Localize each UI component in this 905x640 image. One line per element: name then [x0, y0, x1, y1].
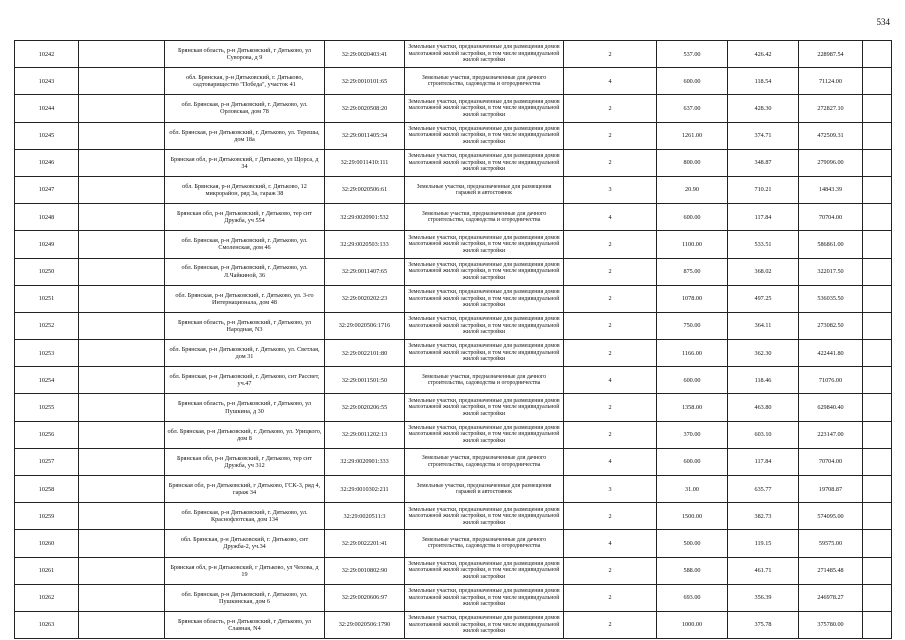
row-number-cell: 10243: [15, 68, 79, 95]
specific-value-cell: 119.15: [728, 530, 799, 557]
specific-value-cell: 117.84: [728, 448, 799, 475]
empty-cell: [863, 503, 892, 530]
category-cell: 2: [564, 285, 657, 312]
empty-cell: [863, 367, 892, 394]
empty-cell: [79, 285, 165, 312]
address-cell: Брянская обл, р-н Дятьковский, г Дятьково, тер снт Дружба, уч 554: [165, 204, 325, 231]
cadastral-value-cell: 70704.00: [799, 204, 863, 231]
cadastral-number-cell: 32:29:0020901:532: [325, 204, 405, 231]
row-number-cell: 10261: [15, 557, 79, 584]
empty-cell: [863, 340, 892, 367]
cadastral-value-cell: 228987.54: [799, 41, 863, 68]
category-cell: 3: [564, 176, 657, 203]
category-cell: 4: [564, 68, 657, 95]
table-row: [15, 68, 892, 95]
category-cell: 2: [564, 557, 657, 584]
empty-cell: [863, 258, 892, 285]
row-number-cell: 10246: [15, 149, 79, 176]
area-cell: 1000.00: [657, 611, 728, 638]
empty-cell: [863, 285, 892, 312]
area-cell: 1100.00: [657, 231, 728, 258]
empty-cell: [863, 557, 892, 584]
empty-cell: [79, 41, 165, 68]
row-number-cell: 10248: [15, 204, 79, 231]
empty-cell: [863, 448, 892, 475]
area-cell: 600.00: [657, 448, 728, 475]
cadastral-value-cell: 422441.80: [799, 340, 863, 367]
area-cell: 537.00: [657, 41, 728, 68]
category-cell: 4: [564, 367, 657, 394]
address-cell: обл. Брянская, р-н Дятьковский, г. Дятьково, ул. Краснофлотская, дом 134: [165, 503, 325, 530]
land-use-cell: Земельные участки, предназначенные для размещения домов малоэтажной жилой застройки, в том числе индивидуальной жилой застройки: [405, 340, 564, 367]
row-number-cell: 10253: [15, 340, 79, 367]
land-use-cell: Земельные участки, предназначенные для размещения домов малоэтажной жилой застройки, в том числе индивидуальной жилой застройки: [405, 41, 564, 68]
category-cell: 2: [564, 340, 657, 367]
cadastral-number-cell: 32:29:0020606:97: [325, 584, 405, 611]
category-cell: 2: [564, 95, 657, 122]
table-row: [15, 41, 892, 68]
specific-value-cell: 374.71: [728, 122, 799, 149]
empty-cell: [79, 611, 165, 638]
land-use-cell: Земельные участки, предназначенные для размещения домов малоэтажной жилой застройки, в том числе индивидуальной жилой застройки: [405, 231, 564, 258]
empty-cell: [863, 231, 892, 258]
cadastral-value-cell: 322017.50: [799, 258, 863, 285]
cadastral-number-cell: 32:29:0010302:211: [325, 476, 405, 503]
specific-value-cell: 362.30: [728, 340, 799, 367]
cadastral-number-cell: 32:29:0020503:133: [325, 231, 405, 258]
address-cell: обл. Брянская, р-н Дятьковский, г. Дятьково, ул. Смоленская, дом 46: [165, 231, 325, 258]
category-cell: 4: [564, 448, 657, 475]
land-use-cell: Земельные участки, предназначенные для размещения гаражей и автостоянок: [405, 176, 564, 203]
area-cell: 1166.00: [657, 340, 728, 367]
category-cell: 2: [564, 41, 657, 68]
area-cell: 875.00: [657, 258, 728, 285]
area-cell: 600.00: [657, 204, 728, 231]
empty-cell: [79, 584, 165, 611]
cadastral-number-cell: 32:29:0022201:41: [325, 530, 405, 557]
specific-value-cell: 368.02: [728, 258, 799, 285]
cadastral-number-cell: 32:29:0022101:80: [325, 340, 405, 367]
area-cell: 600.00: [657, 68, 728, 95]
cadastral-value-cell: 271485.48: [799, 557, 863, 584]
address-cell: обл. Брянская, р-н Дятьковский, г. Дятьково, ул. Урицкого, дом 8: [165, 421, 325, 448]
address-cell: обл. Брянская, р-н Дятьковский, г. Дятьково, снт Рассвет, уч.47: [165, 367, 325, 394]
cadastral-value-cell: 472509.31: [799, 122, 863, 149]
row-number-cell: 10249: [15, 231, 79, 258]
area-cell: 750.00: [657, 312, 728, 339]
empty-cell: [863, 611, 892, 638]
table-row: [15, 122, 892, 149]
empty-cell: [79, 530, 165, 557]
cadastral-number-cell: 32:29:0020511:3: [325, 503, 405, 530]
empty-cell: [79, 557, 165, 584]
table-row: [15, 204, 892, 231]
row-number-cell: 10250: [15, 258, 79, 285]
cadastral-number-cell: 32:29:0020206:55: [325, 394, 405, 421]
row-number-cell: 10259: [15, 503, 79, 530]
empty-cell: [863, 95, 892, 122]
area-cell: 1078.00: [657, 285, 728, 312]
address-cell: обл. Брянская, р-н Дятьковский, г. Дятьково, 12 микрорайон, ряд 3а, гараж 38: [165, 176, 325, 203]
category-cell: 2: [564, 611, 657, 638]
land-use-cell: Земельные участки, предназначенные для размещения домов малоэтажной жилой застройки, в том числе индивидуальной жилой застройки: [405, 503, 564, 530]
area-cell: 637.00: [657, 95, 728, 122]
empty-cell: [863, 41, 892, 68]
specific-value-cell: 375.78: [728, 611, 799, 638]
empty-cell: [863, 312, 892, 339]
cadastral-value-cell: 273082.50: [799, 312, 863, 339]
cadastral-value-cell: 71124.00: [799, 68, 863, 95]
category-cell: 2: [564, 258, 657, 285]
category-cell: 4: [564, 530, 657, 557]
empty-cell: [79, 367, 165, 394]
category-cell: 2: [564, 584, 657, 611]
specific-value-cell: 603.10: [728, 421, 799, 448]
land-use-cell: Земельные участки, предназначенные для размещения домов малоэтажной жилой застройки, в том числе индивидуальной жилой застройки: [405, 258, 564, 285]
empty-cell: [79, 176, 165, 203]
table-row: [15, 557, 892, 584]
cadastral-value-cell: 586861.00: [799, 231, 863, 258]
empty-cell: [863, 476, 892, 503]
table-row: [15, 584, 892, 611]
specific-value-cell: 382.73: [728, 503, 799, 530]
category-cell: 3: [564, 476, 657, 503]
address-cell: обл. Брянская, р-н Дятьковский, г. Дятьково, садтоварищество "Победа", участок 41: [165, 68, 325, 95]
table-row: [15, 340, 892, 367]
cadastral-value-cell: 375780.00: [799, 611, 863, 638]
area-cell: 588.00: [657, 557, 728, 584]
area-cell: 600.00: [657, 367, 728, 394]
cadastral-number-cell: 32:29:0011407:65: [325, 258, 405, 285]
empty-cell: [863, 394, 892, 421]
category-cell: 2: [564, 122, 657, 149]
table-row: [15, 530, 892, 557]
table-row: [15, 95, 892, 122]
category-cell: 2: [564, 503, 657, 530]
row-number-cell: 10255: [15, 394, 79, 421]
address-cell: обл. Брянская, р-н Дятьковский, г. Дятьково, ул. Терешы, дом 18а: [165, 122, 325, 149]
table-row: [15, 149, 892, 176]
specific-value-cell: 117.84: [728, 204, 799, 231]
specific-value-cell: 364.11: [728, 312, 799, 339]
cadastral-value-cell: 272827.10: [799, 95, 863, 122]
row-number-cell: 10251: [15, 285, 79, 312]
cadastral-value-cell: 629840.40: [799, 394, 863, 421]
land-use-cell: Земельные участки, предназначенные для размещения домов малоэтажной жилой застройки, в том числе индивидуальной жилой застройки: [405, 557, 564, 584]
land-use-cell: Земельные участки, предназначенные для размещения домов малоэтажной жилой застройки, в том числе индивидуальной жилой застройки: [405, 584, 564, 611]
row-number-cell: 10263: [15, 611, 79, 638]
address-cell: Брянская обл, р-н Дятьковский, г Дятьково, ул Чехова, д 19: [165, 557, 325, 584]
area-cell: 800.00: [657, 149, 728, 176]
empty-cell: [79, 340, 165, 367]
cadastral-number-cell: 32:29:0011501:50: [325, 367, 405, 394]
table-row: [15, 367, 892, 394]
land-use-cell: Земельные участки, предназначенные для размещения домов малоэтажной жилой застройки, в том числе индивидуальной жилой застройки: [405, 149, 564, 176]
land-use-cell: Земельные участки, предназначенные для размещения домов малоэтажной жилой застройки, в том числе индивидуальной жилой застройки: [405, 95, 564, 122]
land-use-cell: Земельные участки, предназначенные для дачного строительства, садоводства и огородничества: [405, 530, 564, 557]
land-use-cell: Земельные участки, предназначенные для дачного строительства, садоводства и огородничества: [405, 204, 564, 231]
address-cell: Брянская область, р-н Дятьковский, г Дятьково, ул Народная, N3: [165, 312, 325, 339]
row-number-cell: 10245: [15, 122, 79, 149]
land-use-cell: Земельные участки, предназначенные для размещения домов малоэтажной жилой застройки, в том числе индивидуальной жилой застройки: [405, 312, 564, 339]
category-cell: 2: [564, 149, 657, 176]
area-cell: 1500.00: [657, 503, 728, 530]
land-use-cell: Земельные участки, предназначенные для размещения домов малоэтажной жилой застройки, в том числе индивидуальной жилой застройки: [405, 611, 564, 638]
address-cell: Брянская область, р-н Дятьковский, г Дятьково, ул Пушкина, д 30: [165, 394, 325, 421]
land-use-cell: Земельные участки, предназначенные для размещения гаражей и автостоянок: [405, 476, 564, 503]
specific-value-cell: 497.25: [728, 285, 799, 312]
row-number-cell: 10257: [15, 448, 79, 475]
empty-cell: [863, 584, 892, 611]
cadastral-value-cell: 246978.27: [799, 584, 863, 611]
specific-value-cell: 356.39: [728, 584, 799, 611]
empty-cell: [79, 149, 165, 176]
empty-cell: [79, 68, 165, 95]
empty-cell: [79, 421, 165, 448]
empty-cell: [79, 476, 165, 503]
address-cell: обл. Брянская, р-н Дятьковский, г. Дятьково, ул. Пушкинская, дом 6: [165, 584, 325, 611]
land-use-cell: Земельные участки, предназначенные для дачного строительства, садоводства и огородничества: [405, 448, 564, 475]
specific-value-cell: 348.87: [728, 149, 799, 176]
cadastral-value-cell: 59575.00: [799, 530, 863, 557]
land-use-cell: Земельные участки, предназначенные для размещения домов малоэтажной жилой застройки, в том числе индивидуальной жилой застройки: [405, 285, 564, 312]
empty-cell: [79, 258, 165, 285]
row-number-cell: 10252: [15, 312, 79, 339]
empty-cell: [863, 530, 892, 557]
table-row: [15, 611, 892, 638]
cadastral-number-cell: 32:29:0011410:111: [325, 149, 405, 176]
empty-cell: [863, 176, 892, 203]
cadastral-number-cell: 32:29:0020506:61: [325, 176, 405, 203]
area-cell: 370.00: [657, 421, 728, 448]
table-row: [15, 421, 892, 448]
cadastral-number-cell: 32:29:0020508:20: [325, 95, 405, 122]
address-cell: Брянская обл, р-н Дятьковский, г Дятьково, ул Щорса, д 34: [165, 149, 325, 176]
cadastral-value-cell: 19708.87: [799, 476, 863, 503]
area-cell: 1358.00: [657, 394, 728, 421]
specific-value-cell: 461.71: [728, 557, 799, 584]
row-number-cell: 10260: [15, 530, 79, 557]
land-use-cell: Земельные участки, предназначенные для размещения домов малоэтажной жилой застройки, в том числе индивидуальной жилой застройки: [405, 421, 564, 448]
cadastral-value-cell: 223147.00: [799, 421, 863, 448]
cadastral-number-cell: 32:29:0011405:34: [325, 122, 405, 149]
table-row: [15, 503, 892, 530]
category-cell: 2: [564, 421, 657, 448]
row-number-cell: 10256: [15, 421, 79, 448]
cadastral-number-cell: 32:29:0020506:1716: [325, 312, 405, 339]
cadastral-number-cell: 32:29:0020202:23: [325, 285, 405, 312]
empty-cell: [863, 149, 892, 176]
specific-value-cell: 463.80: [728, 394, 799, 421]
empty-cell: [79, 503, 165, 530]
address-cell: обл. Брянская, р-н Дятьковский, г. Дятьково, ул. Светлая, дом 31: [165, 340, 325, 367]
specific-value-cell: 710.21: [728, 176, 799, 203]
cadastral-number-cell: 32:29:0010802:90: [325, 557, 405, 584]
address-cell: Брянская обл, р-н Дятьковский, г Дятьково, тер снт Дружба, уч 312: [165, 448, 325, 475]
empty-cell: [79, 312, 165, 339]
empty-cell: [79, 204, 165, 231]
empty-cell: [79, 394, 165, 421]
address-cell: обл. Брянская, р-н Дятьковский, г. Дятьково, ул. 3-го Интернационала, дом 48: [165, 285, 325, 312]
area-cell: 31.00: [657, 476, 728, 503]
table-row: [15, 476, 892, 503]
address-cell: обл. Брянская, р-н Дятьковский, г. Дятьково, ул. Л.Чайкиной, 36: [165, 258, 325, 285]
cadastral-value-cell: 279096.00: [799, 149, 863, 176]
area-cell: 20.90: [657, 176, 728, 203]
land-use-cell: Земельные участки, предназначенные для дачного строительства, садоводства и огородничества: [405, 68, 564, 95]
specific-value-cell: 118.54: [728, 68, 799, 95]
specific-value-cell: 635.77: [728, 476, 799, 503]
specific-value-cell: 426.42: [728, 41, 799, 68]
table-row: [15, 312, 892, 339]
empty-cell: [79, 122, 165, 149]
specific-value-cell: 428.30: [728, 95, 799, 122]
row-number-cell: 10242: [15, 41, 79, 68]
area-cell: 1261.00: [657, 122, 728, 149]
table-row: [15, 285, 892, 312]
table-row: [15, 258, 892, 285]
row-number-cell: 10258: [15, 476, 79, 503]
cadastral-value-cell: 536035.50: [799, 285, 863, 312]
cadastral-value-cell: 70704.00: [799, 448, 863, 475]
cadastral-number-cell: 32:29:0020506:1790: [325, 611, 405, 638]
category-cell: 2: [564, 231, 657, 258]
row-number-cell: 10262: [15, 584, 79, 611]
cadastral-value-cell: 574095.00: [799, 503, 863, 530]
row-number-cell: 10244: [15, 95, 79, 122]
specific-value-cell: 533.51: [728, 231, 799, 258]
table-row: [15, 394, 892, 421]
category-cell: 4: [564, 204, 657, 231]
empty-cell: [863, 204, 892, 231]
cadastral-number-cell: 32:29:0020901:333: [325, 448, 405, 475]
empty-cell: [863, 122, 892, 149]
land-use-cell: Земельные участки, предназначенные для размещения домов малоэтажной жилой застройки, в том числе индивидуальной жилой застройки: [405, 394, 564, 421]
cadastral-number-cell: 32:29:0011202:13: [325, 421, 405, 448]
address-cell: Брянская область, р-н Дятьковский, г Дятьково, ул Славная, N4: [165, 611, 325, 638]
land-use-cell: Земельные участки, предназначенные для размещения домов малоэтажной жилой застройки, в том числе индивидуальной жилой застройки: [405, 122, 564, 149]
row-number-cell: 10254: [15, 367, 79, 394]
category-cell: 2: [564, 312, 657, 339]
address-cell: Брянская обл, р-н Дятьковский, г Дятьково, ГСК-3, ряд 4, гараж 34: [165, 476, 325, 503]
cadastral-number-cell: 32:29:0010101:65: [325, 68, 405, 95]
land-use-cell: Земельные участки, предназначенные для дачного строительства, садоводства и огородничества: [405, 367, 564, 394]
empty-cell: [79, 231, 165, 258]
specific-value-cell: 118.46: [728, 367, 799, 394]
empty-cell: [863, 68, 892, 95]
category-cell: 2: [564, 394, 657, 421]
empty-cell: [79, 448, 165, 475]
table-body: [15, 41, 892, 639]
cadastral-value-cell: 71076.00: [799, 367, 863, 394]
address-cell: обл. Брянская, р-н Дятьковский, г. Дятьково, снт Дружба-2, уч.34: [165, 530, 325, 557]
empty-cell: [863, 421, 892, 448]
cadastral-number-cell: 32:29:0020403:41: [325, 41, 405, 68]
area-cell: 500.00: [657, 530, 728, 557]
address-cell: Брянская область, р-н Дятьковский, г Дятьково, ул Суворова, д 9: [165, 41, 325, 68]
address-cell: обл. Брянская, р-н Дятьковский, г. Дятьково, ул. Орловская, дом 78: [165, 95, 325, 122]
cadastral-registry-table: [14, 40, 892, 639]
area-cell: 693.00: [657, 584, 728, 611]
row-number-cell: 10247: [15, 176, 79, 203]
cadastral-value-cell: 14843.39: [799, 176, 863, 203]
page-number: 534: [876, 17, 890, 27]
table-row: [15, 448, 892, 475]
table-row: [15, 231, 892, 258]
table-row: [15, 176, 892, 203]
empty-cell: [79, 95, 165, 122]
